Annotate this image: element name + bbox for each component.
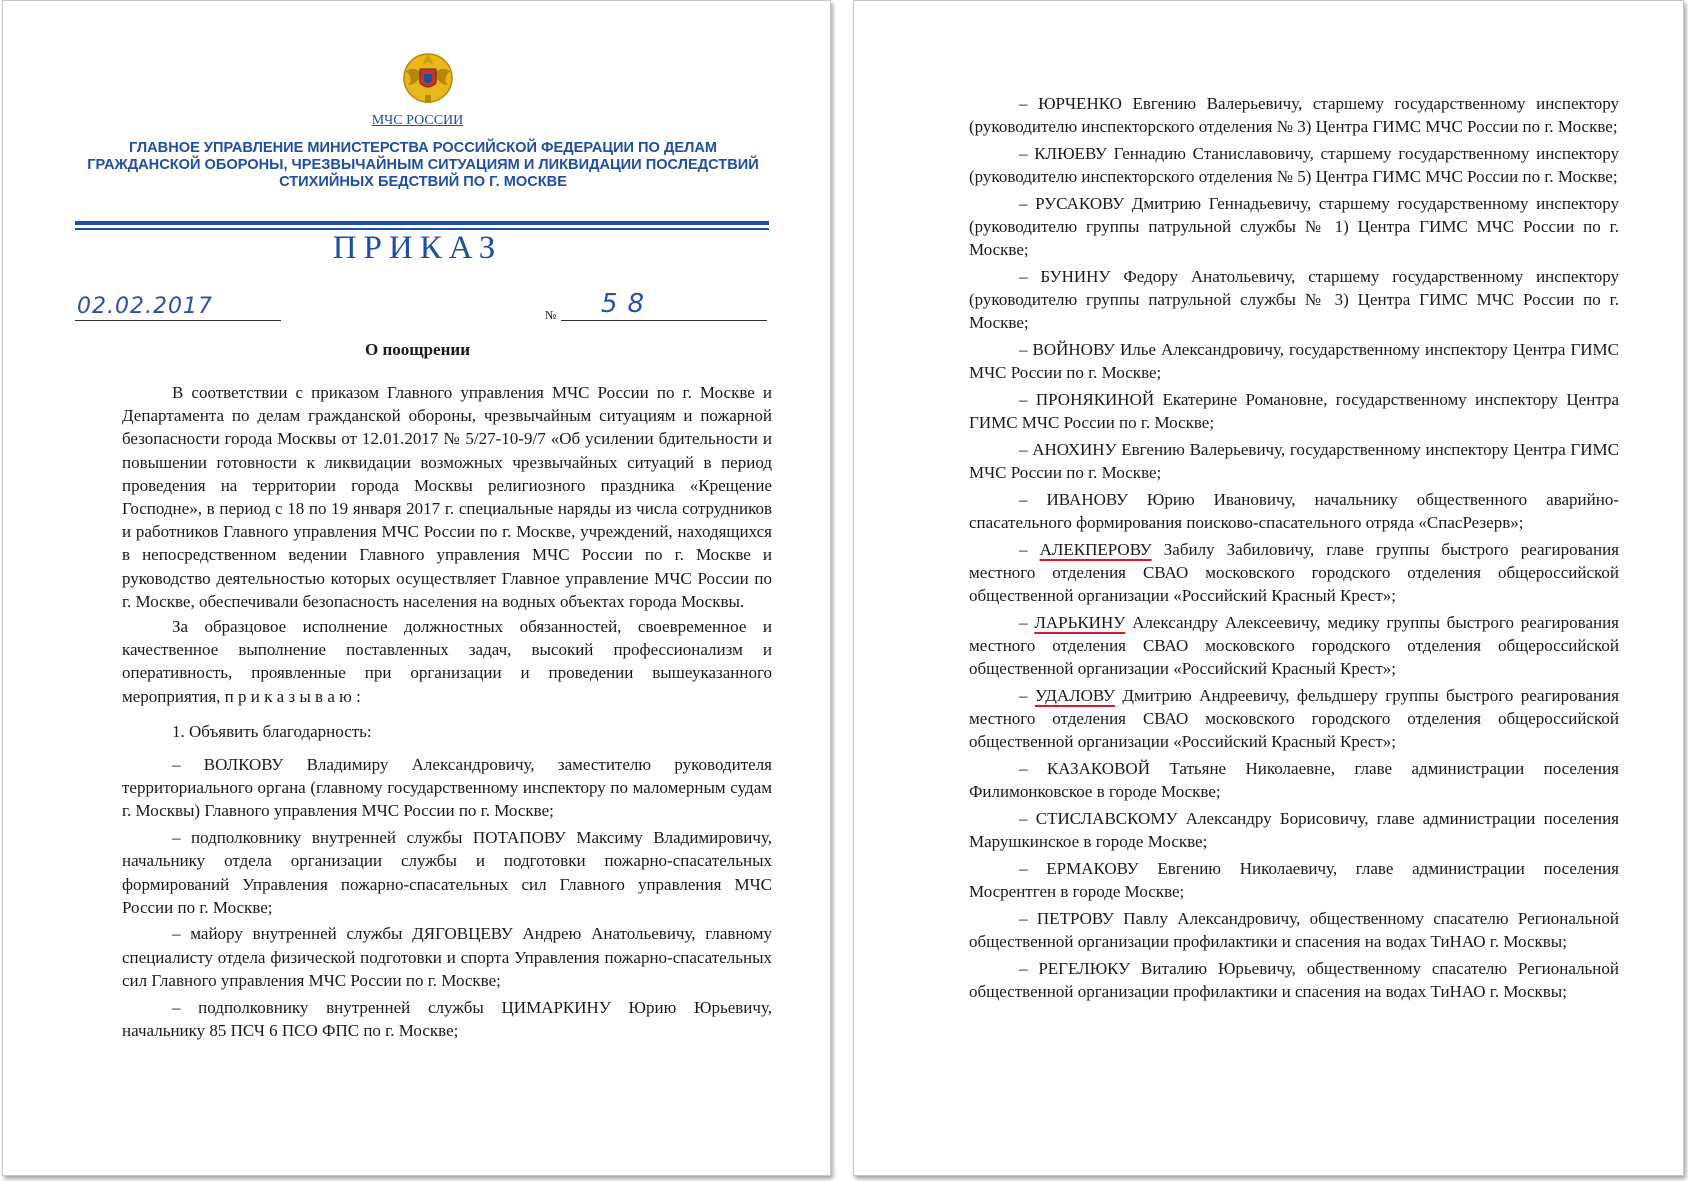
person-name: БУНИНУ xyxy=(1040,266,1111,286)
left-body xyxy=(122,381,772,1045)
award-item: – ПРОНЯКИНОЙ Екатерине Романовне, государственному инспектору Центра ГИМС МЧС России по г. Москве; xyxy=(969,389,1620,433)
person-name: РЕГЕЛЮКУ xyxy=(1038,958,1131,978)
person-name-highlighted: АЛЕКПЕРОВУ xyxy=(1039,539,1152,559)
number-label: № xyxy=(545,308,557,322)
person-name: ПЕТРОВУ xyxy=(1036,908,1114,928)
award-item: – РУСАКОВУ Дмитрию Геннадьевичу, старшему государственному инспектору (руководителю группы патрульной службы № 1) Центра ГИМС МЧС России по г. Москве; xyxy=(969,193,1619,260)
person-name: РУСАКОВУ xyxy=(1035,193,1125,213)
mchs-emblem-icon xyxy=(398,45,458,109)
ministry-line: СТИХИЙНЫХ БЕДСТВИЙ ПО Г. МОСКВЕ xyxy=(279,174,567,190)
person-name: ИВАНОВУ xyxy=(1046,489,1128,509)
person-name-highlighted: УДАЛОВУ xyxy=(1034,685,1115,705)
award-item: – подполковнику внутренней службы ЦИМАРКИНУ Юрию Юрьевичу, начальнику 85 ПСЧ 6 ПСО ФПС по г. Москве; xyxy=(122,997,772,1040)
person-name: ЮРЧЕНКО xyxy=(1038,94,1122,113)
date-line xyxy=(75,320,281,321)
person-name: КЛЮЕВУ xyxy=(1034,143,1107,163)
award-item: – подполковнику внутренней службы ПОТАПОВУ Максиму Владимировичу, начальнику отдела организации службы и подготовки пожарно-спасательных формирований Управления пожарно-спасательных сил Главного управления МЧС России по г. Москве; xyxy=(122,828,772,917)
award-item: – АНОХИНУ Евгению Валерьевичу, государственному инспектору Центра ГИМС МЧС России по г. Москве; xyxy=(969,439,1619,483)
person-name: КАЗАКОВОЙ xyxy=(1046,758,1150,778)
award-item: – ВОЙНОВУ Илье Александровичу, государственному инспектору Центра ГИМС МЧС России по г. Москве; xyxy=(969,340,1620,383)
award-item: – КАЗАКОВОЙ Татьяне Николаевне, главе администрации поселения Филимонковское в городе Москве; xyxy=(969,758,1619,802)
right-body xyxy=(969,92,1619,1007)
award-item: – АЛЕКПЕРОВУ Забилу Забиловичу, главе группы быстрого реагирования местного отделения СВАО московского городского отделения общероссийской общественной организации «Российский Красный Крест»; xyxy=(969,539,1619,606)
emblem-caption: МЧС РОССИИ xyxy=(371,113,464,128)
document-title: ПРИКАЗ xyxy=(332,230,503,266)
award-item: – КЛЮЕВУ Геннадию Станиславовичу, старшему государственному инспектору (руководителю инспекторского отделения № 5) Центра ГИМС МЧС России по г. Москве; xyxy=(969,143,1620,187)
award-item: – РЕГЕЛЮКУ Виталию Юрьевичу, общественному спасателю Региональной общественной организации профилактики и спасения на водах ТиНАО г. Москвы; xyxy=(969,958,1620,1001)
document-page-left xyxy=(2,0,831,1176)
header-rule-thick xyxy=(75,221,769,225)
person-name: ЕРМАКОВУ xyxy=(1046,858,1139,878)
award-item: – ПЕТРОВУ Павлу Александровичу, общественному спасателю Региональной общественной организации профилактики и спасения на водах ТиНАО г. Москвы; xyxy=(969,908,1619,951)
award-item: – ЮРЧЕНКО Евгению Валерьевичу, старшему государственному инспектору (руководителю инспекторского отделения № 3) Центра ГИМС МЧС России по г. Москве; xyxy=(969,94,1619,137)
award-item: – ЕРМАКОВУ Евгению Николаевичу, главе администрации поселения Мосрентген в городе Москве; xyxy=(969,858,1619,901)
document-subject: О поощрении xyxy=(364,340,470,359)
award-item: – ИВАНОВУ Юрию Ивановичу, начальнику общественного аварийно-спасательного формирования поисково-спасательного отряда «СпасРезерв»; xyxy=(969,489,1619,532)
award-item: – ВОЛКОВУ Владимиру Александровичу, заместителю руководителя территориального органа (главному государственному инспектору по маломерным судам г. Москвы) Главного управления МЧС России по г. Москве; xyxy=(122,755,772,821)
person-name: ПРОНЯКИНОЙ xyxy=(1035,389,1155,409)
number-line xyxy=(561,320,767,321)
award-item: – ЛАРЬКИНУ Александру Алексеевичу, медику группы быстрого реагирования местного отделения СВАО московского городского отделения общероссийской общественной организации «Российский Красный Крест»; xyxy=(969,612,1620,679)
person-name-highlighted: ЛАРЬКИНУ xyxy=(1034,612,1126,632)
section-heading: 1. Объявить благодарность: xyxy=(172,721,372,741)
intro-paragraph: В соответствии с приказом Главного управления МЧС России по г. Москве и Департамента по делам гражданской обороны, чрезвычайным ситуациям и пожарной безопасности города Москвы от 12.01.2017 № 5/27-10-9/7 «Об усилении бдительности и повышении готовности к ликвидации возможных чрезвычайных ситуаций в период проведения на территории города Москвы религиозного праздника «Крещение Господне», в период с 18 по 19 января 2017 г. специальные наряды из числа сотрудников и работников Главного управления МЧС России по г. Москве, учреждений, находящихся в непосредственном ведении Главного управления МЧС России по г. Москве и руководство деятельностью которых осуществляет Главное управление МЧС России по г. Москве, обеспечивали безопасность населения на водных объектах города Москвы. xyxy=(122,383,772,611)
award-item: – БУНИНУ Федору Анатольевичу, старшему государственному инспектору (руководителю группы патрульной службы № 3) Центра ГИМС МЧС России по г. Москве; xyxy=(969,266,1619,333)
ministry-line: ГЛАВНОЕ УПРАВЛЕНИЕ МИНИСТЕРСТВА РОССИЙСКОЙ ФЕДЕРАЦИИ ПО ДЕЛАМ xyxy=(128,140,718,156)
person-name: СТИСЛАВСКОМУ xyxy=(1035,808,1178,828)
award-item: – УДАЛОВУ Дмитрию Андреевичу, фельдшеру группы быстрого реагирования местного отделения СВАО московского городского отделения общероссийской общественной организации «Российский Красный Крест»; xyxy=(969,685,1620,752)
ministry-header xyxy=(73,140,773,191)
award-item: – СТИСЛАВСКОМУ Александру Борисовичу, главе администрации поселения Марушкинское в городе Москве; xyxy=(969,808,1619,852)
ministry-line: ГРАЖДАНСКОЙ ОБОРОНЫ, ЧРЕЗВЫЧАЙНЫМ СИТУАЦИЯМ И ЛИКВИДАЦИИ ПОСЛЕДСТВИЙ xyxy=(87,157,759,173)
person-name: АНОХИНУ xyxy=(1032,439,1117,459)
document-date: 02.02.2017 xyxy=(77,294,213,319)
award-item: – майору внутренней службы ДЯГОВЦЕВУ Андрею Анатольевичу, главному специалисту отдела физической подготовки и спорта Управления пожарно-спасательных сил Главного управления МЧС России по г. Москве; xyxy=(122,924,772,990)
intro-paragraph: За образцовое исполнение должностных обязанностей, своевременное и качественное выполнение поставленных задач, высокий профессионализм и оперативность, проявленные при организации и проведении вышеуказанного мероприятия, п р и к а з ы в а ю : xyxy=(122,617,772,706)
person-name: ВОЙНОВУ xyxy=(1032,340,1115,360)
document-number: 58 xyxy=(601,289,655,319)
